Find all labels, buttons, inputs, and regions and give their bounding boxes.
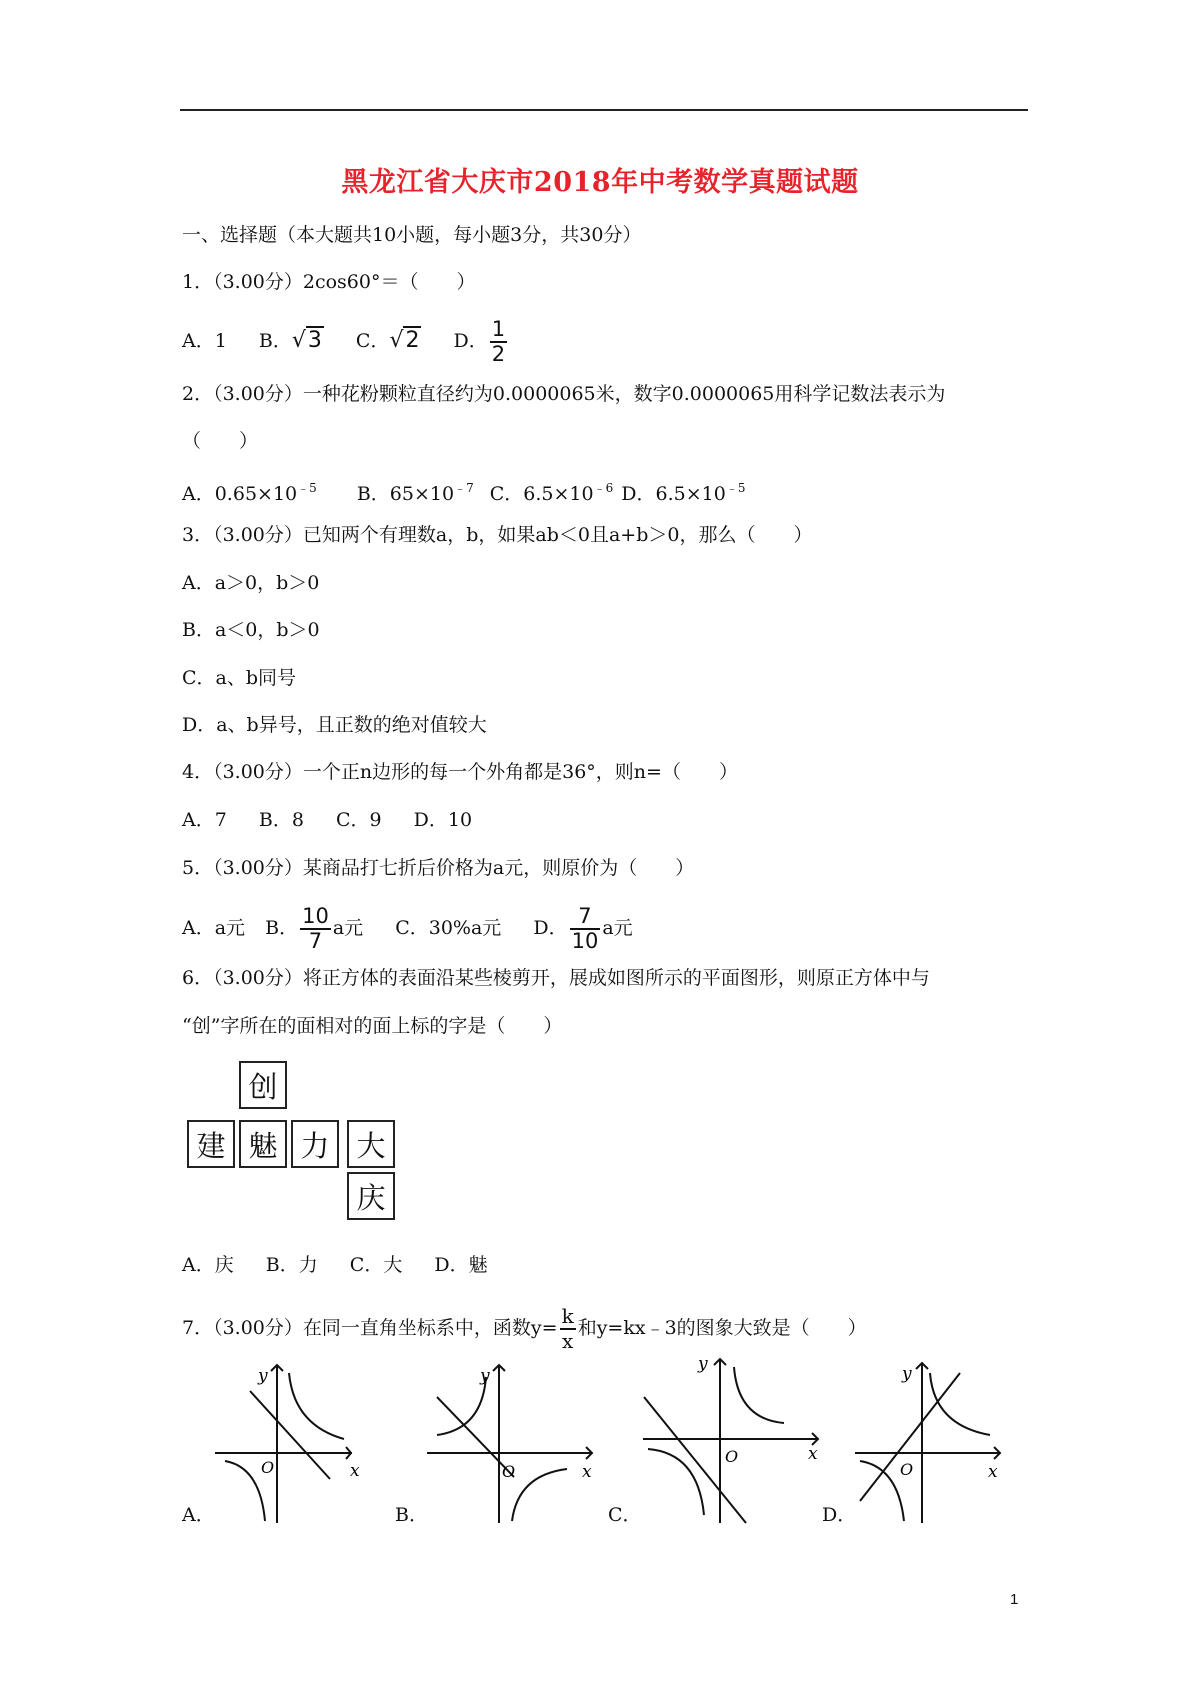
net-cell: 庆	[347, 1172, 395, 1220]
option-c: C．√2	[355, 328, 420, 353]
graph-a-label: A．	[182, 1504, 215, 1526]
question-5-options	[182, 905, 659, 953]
question-7-stem: 7．（3.00分）在同一直角坐标系中，函数y= $\frac{k}{x}$ 和y=kx﹣3的图象大致是（ ）	[182, 1304, 867, 1353]
option-b: B．力	[265, 1254, 318, 1276]
question-3-option-a: A．a＞0，b＞0	[182, 572, 320, 594]
graph-a	[210, 1355, 410, 1525]
section-heading: 一、选择题（本大题共10小题，每小题3分，共30分）	[182, 224, 642, 246]
x-axis-label: x	[350, 1461, 360, 1481]
net-cell: 魅	[239, 1120, 287, 1168]
graph-d-label: D．	[822, 1504, 857, 1526]
question-2-options	[182, 475, 771, 507]
hyperbola-branch	[734, 1367, 784, 1423]
origin-label: O	[900, 1460, 914, 1479]
y-axis-label: y	[698, 1355, 708, 1374]
question-6-options	[182, 1252, 514, 1278]
header-rule	[180, 109, 1028, 111]
question-2-stem-cont: （ ）	[182, 430, 259, 452]
option-d: D．$6.5\times 10^{﹣5}$	[621, 481, 746, 505]
question-2-stem: 2．（3.00分）一种花粉颗粒直径约为0.0000065米，数字0.0000065用科学记数法表示为	[182, 383, 946, 405]
graph-c-label: C．	[608, 1504, 642, 1526]
hyperbola-branch	[648, 1449, 704, 1515]
option-b: B． $\frac{10}{7}$ a元	[265, 904, 364, 953]
question-4-stem: 4．（3.00分）一个正n边形的每一个外角都是36°，则n=（ ）	[182, 761, 738, 783]
y-axis-label: y	[902, 1364, 912, 1384]
hyperbola-branch	[512, 1469, 567, 1521]
origin-label: O	[502, 1462, 516, 1481]
net-cell: 大	[347, 1120, 395, 1168]
option-c: C．30%a元	[395, 917, 502, 939]
option-a: A．$0.65\times 10^{﹣5}$	[182, 481, 317, 505]
question-1-stem: 1．（3.00分）2cos60°＝（ ）	[182, 271, 476, 293]
cube-net-figure	[187, 1061, 407, 1233]
question-3-option-d: D．a、b异号，且正数的绝对值较大	[182, 714, 487, 736]
y-axis-label: y	[258, 1366, 268, 1386]
net-cell: 力	[291, 1120, 339, 1168]
x-axis-label: x	[808, 1444, 818, 1464]
option-c: C．$6.5\times 10^{﹣6}$	[489, 481, 614, 505]
option-c: C．9	[335, 809, 382, 831]
graph-b-label: B．	[395, 1504, 428, 1526]
line-graph	[860, 1373, 960, 1501]
option-d: D． $\frac{7}{10}$ a元	[533, 904, 633, 953]
option-c: C．大	[349, 1254, 403, 1276]
option-a: A．1	[182, 330, 227, 352]
graph-c	[638, 1355, 838, 1525]
graph-b	[422, 1355, 622, 1525]
question-4-options	[182, 807, 498, 833]
hyperbola-branch	[289, 1373, 344, 1439]
page-title: 黑龙江省大庆市2018年中考数学真题试题	[341, 167, 859, 198]
option-d: D． $\frac{1}{2}$	[453, 317, 506, 366]
question-6-stem-cont: “创”字所在的面相对的面上标的字是（ ）	[182, 1015, 563, 1037]
y-axis-label: y	[480, 1366, 490, 1386]
origin-label: O	[725, 1447, 739, 1466]
option-b: B．$65\times 10^{﹣7}$	[356, 481, 474, 505]
page-number: 1	[1010, 1591, 1019, 1608]
x-axis-label: x	[988, 1462, 998, 1482]
graph-d	[850, 1355, 1050, 1525]
net-cell: 创	[239, 1061, 287, 1109]
net-cell: 建	[187, 1120, 235, 1168]
option-a: A．a元	[182, 917, 246, 939]
question-1-options	[182, 318, 535, 366]
option-d: D．魅	[434, 1254, 488, 1276]
hyperbola-branch	[225, 1461, 265, 1521]
question-5-stem: 5．（3.00分）某商品打七折后价格为a元，则原价为（ ）	[182, 857, 695, 879]
option-b: B．√3	[258, 328, 322, 353]
question-3-stem: 3．（3.00分）已知两个有理数a，b，如果ab＜0且a+b＞0，那么（ ）	[182, 524, 813, 546]
option-b: B．8	[258, 809, 304, 831]
option-d: D．10	[413, 809, 473, 831]
question-3-option-c: C．a、b同号	[182, 667, 297, 689]
hyperbola-branch	[930, 1373, 990, 1435]
question-6-stem: 6．（3.00分）将正方体的表面沿某些棱剪开，展成如图所示的平面图形，则原正方体中与	[182, 967, 930, 989]
x-axis-label: x	[582, 1462, 592, 1482]
option-a: A．庆	[182, 1254, 234, 1276]
question-3-option-b: B．a＜0，b＞0	[182, 619, 320, 641]
origin-label: O	[261, 1458, 275, 1477]
option-a: A．7	[182, 809, 227, 831]
